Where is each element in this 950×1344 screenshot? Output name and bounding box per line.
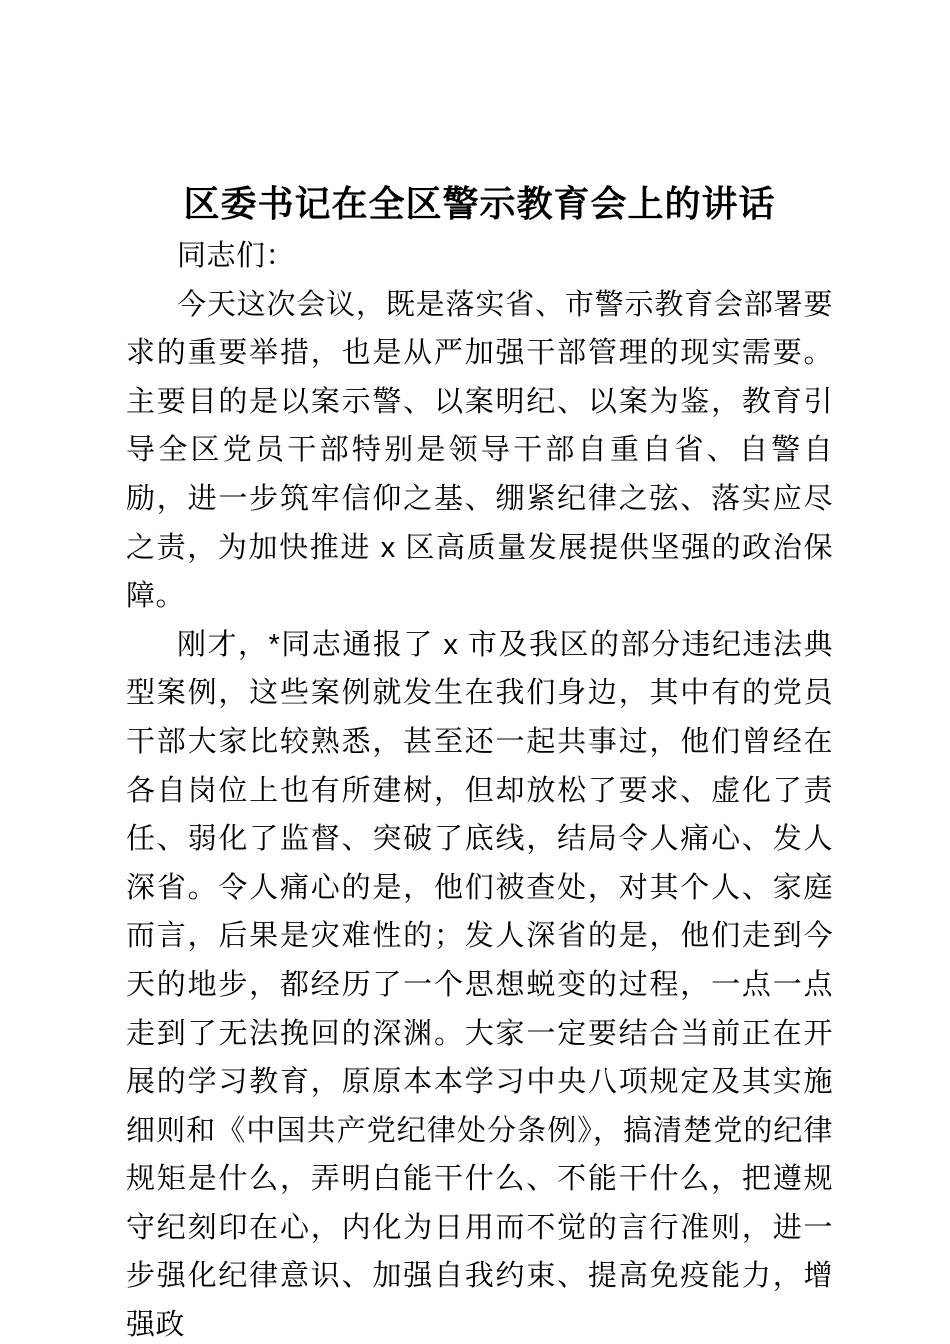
- body-paragraph-2: 刚才，*同志通报了 x 市及我区的部分违纪违法典型案例，这些案例就发生在我们身边，其中有的党员干部大家比较熟悉，甚至还一起共事过，他们曾经在各自岗位上也有所建树，但却放松了要求、虚化了责任、弱化了监督、突破了底线，结局令人痛心、发人深省。令人痛心的是，他们被查处，对其个人、家庭而言，后果是灾难性的；发人深省的是，他们走到今天的地步，都经历了一个思想蜕变的过程，一点一点走到了无法挽回的深渊。大家一定要结合当前正在开展的学习教育，原原本本学习中央八项规定及其实施细则和《中国共产党纪律处分条例》，搞清楚党的纪律规矩是什么，弄明白能干什么、不能干什么，把遵规守纪刻印在心，内化为日用而不觉的言行准则，进一步强化纪律意识、加强自我约束、提高免疫能力，增强政: [126, 628, 833, 1342]
- body-paragraph-1: 今天这次会议，既是落实省、市警示教育会部署要求的重要举措，也是从严加强干部管理的现实需要。主要目的是以案示警、以案明纪、以案为鉴，教育引导全区党员干部特别是领导干部自重自省、自警自励，进一步筑牢信仰之基、绷紧纪律之弦、落实应尽之责，为加快推进 x 区高质量发展提供坚强的政治保障。: [126, 288, 833, 613]
- document-title: 区委书记在全区警示教育会上的讲话: [183, 183, 776, 224]
- salutation-line: 同志们：: [177, 240, 296, 272]
